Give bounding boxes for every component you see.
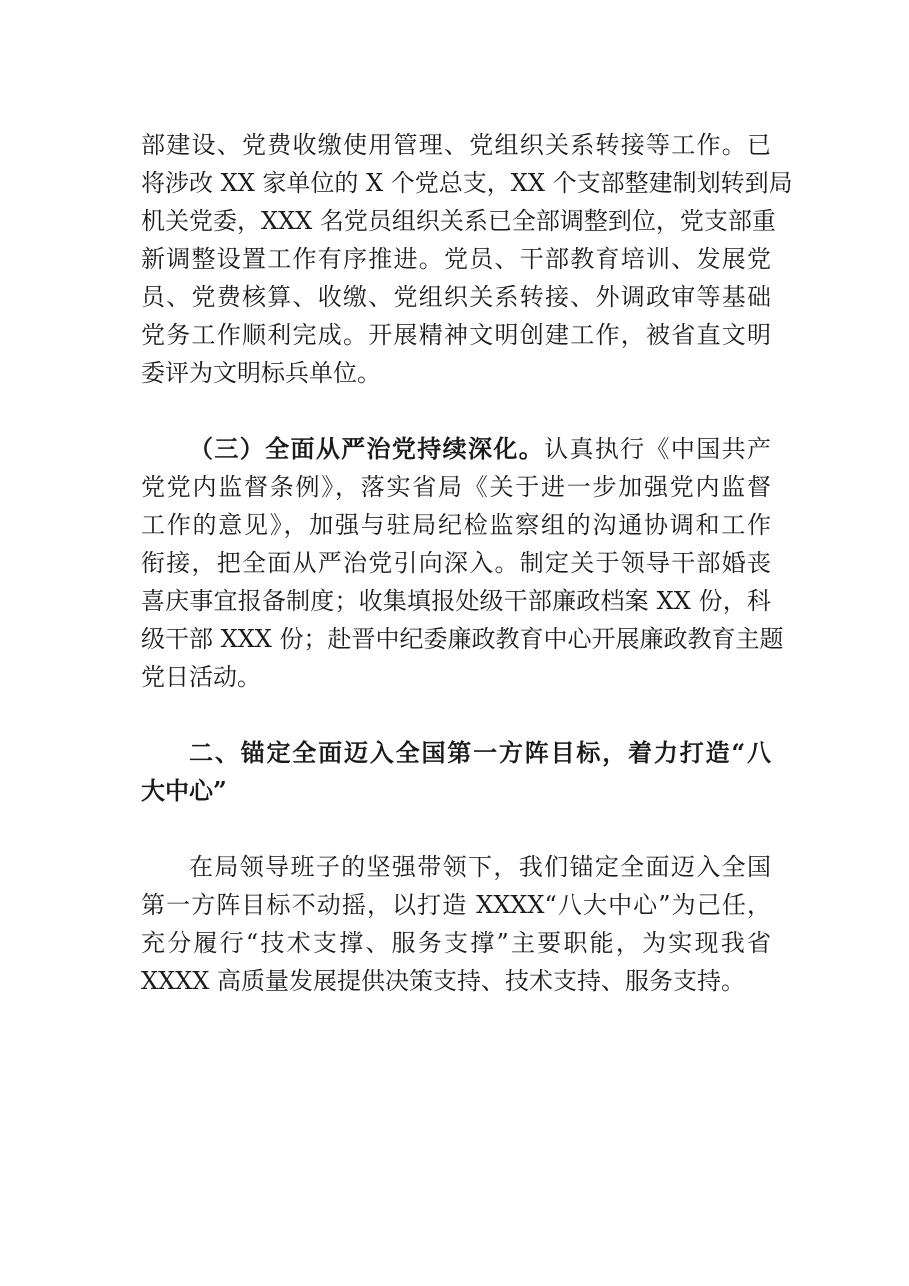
text-line: 机关党委，XXX 名党员组织关系已全部调整到位，党支部重 — [141, 207, 776, 235]
text-line: 工作的意见》，加强与驻局纪检监察组的沟通协调和工作 — [141, 511, 771, 539]
text-line: 党务工作顺利完成。开展精神文明创建工作，被省直文明 — [141, 321, 771, 349]
paragraph-eight-centers — [141, 848, 771, 1000]
section-title-line: 二、锚定全面迈入全国第一方阵目标，着力打造“八 — [189, 738, 771, 767]
text-line: 在局领导班子的坚强带领下，我们锚定全面迈入全国 — [189, 853, 771, 881]
paragraph-gap — [141, 696, 771, 734]
text-line: 部建设、党费收缴使用管理、党组织关系转接等工作。已 — [141, 131, 771, 159]
text-line — [141, 430, 771, 468]
text-line: 委评为文明标兵单位。 — [141, 359, 381, 387]
subsection-heading: （三）全面从严治党持续深化。 — [189, 434, 545, 463]
text-line: 党党内监督条例》，落实省局《关于进一步加强党内监督 — [141, 473, 771, 501]
paragraph-party-building — [141, 126, 793, 392]
paragraph-gap — [141, 810, 771, 848]
paragraph-gap — [141, 392, 771, 430]
text-line: 员、党费核算、收缴、党组织关系转接、外调政审等基础 — [141, 283, 771, 311]
document-page — [141, 126, 793, 1000]
text-line: 第一方阵目标不动摇，以打造 XXXX“八大中心”为己任， — [141, 891, 771, 919]
text-line: 新调整设置工作有序推进。党员、干部教育培训、发展党 — [141, 245, 771, 273]
text-run: 认真执行《中国共产 — [544, 435, 772, 463]
text-line: 充分履行“技术支撑、服务支撑”主要职能，为实现我省 — [141, 929, 771, 957]
text-line: XXXX 高质量发展提供决策支持、技术支持、服务支持。 — [141, 967, 745, 995]
section-heading — [141, 734, 771, 810]
text-line: 将涉改 XX 家单位的 X 个党总支，XX 个支部整建制划转到局 — [141, 169, 793, 197]
text-line: 衔接，把全面从严治党引向深入。制定关于领导干部婚丧 — [141, 549, 771, 577]
section-title-line: 大中心” — [141, 776, 227, 805]
paragraph-discipline — [141, 430, 784, 696]
text-line: 党日活动。 — [141, 663, 261, 691]
text-line: 级干部 XXX 份；赴晋中纪委廉政教育中心开展廉政教育主题 — [141, 625, 784, 653]
text-line: 喜庆事宜报备制度；收集填报处级干部廉政档案 XX 份，科 — [141, 587, 771, 615]
